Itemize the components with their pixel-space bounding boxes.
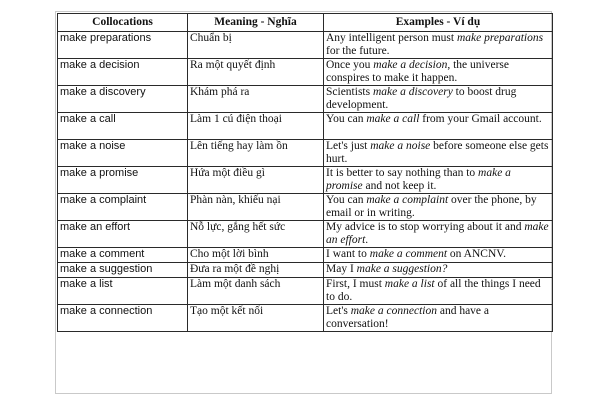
example-collocation: make a noise [370, 140, 431, 152]
meaning-cell: Tạo một kết nối [188, 305, 324, 332]
table-row [58, 221, 553, 248]
collocation-cell: make an effort [58, 221, 188, 248]
table-header-row [58, 14, 553, 32]
example-cell [324, 263, 553, 278]
meaning-cell: Đưa ra một đề nghị [188, 263, 324, 278]
example-collocation: make an effort [326, 221, 549, 246]
example-cell [324, 305, 553, 332]
header-examples: Examples - Ví dụ [324, 14, 553, 32]
example-cell [324, 59, 553, 86]
example-cell [324, 167, 553, 194]
example-text: You can [326, 194, 367, 206]
table-row [58, 278, 553, 305]
example-text: It is better to say nothing than to [326, 167, 479, 179]
table-row [58, 113, 553, 140]
example-collocation: make preparations [456, 32, 544, 44]
example-text: from your Gmail account. [419, 113, 542, 125]
meaning-cell: Làm 1 cú điện thoại [188, 113, 324, 140]
example-collocation: make a discovery [372, 86, 453, 98]
example-collocation: make a comment [369, 248, 448, 260]
collocations-table [57, 13, 553, 332]
collocation-cell: make a suggestion [58, 263, 188, 278]
meaning-cell: Phàn nàn, khiếu nại [188, 194, 324, 221]
meaning-cell: Làm một danh sách [188, 278, 324, 305]
meaning-cell: Chuẩn bị [188, 32, 324, 59]
example-collocation: make a suggestion? [356, 263, 448, 275]
example-cell [324, 113, 553, 140]
example-text: , the universe conspires to make it happen. [326, 59, 509, 84]
table-row [58, 32, 553, 59]
example-cell [324, 278, 553, 305]
table-row [58, 140, 553, 167]
example-text: . [365, 233, 369, 246]
example-text: Once you [326, 59, 374, 71]
collocation-cell: make a complaint [58, 194, 188, 221]
collocation-cell: make a comment [58, 248, 188, 263]
example-text: Let's just [326, 140, 371, 152]
table-row [58, 248, 553, 263]
meaning-cell: Cho một lời bình [188, 248, 324, 263]
example-cell [324, 221, 553, 248]
collocation-cell: make a connection [58, 305, 188, 332]
example-text: You can [326, 113, 367, 125]
example-cell [324, 140, 553, 167]
example-text: to boost drug development. [326, 86, 517, 111]
meaning-cell: Nỗ lực, gắng hết sức [188, 221, 324, 248]
meaning-cell: Hứa một điều gì [188, 167, 324, 194]
example-text: Let's [326, 305, 351, 317]
example-collocation: make a call [366, 113, 420, 125]
example-cell [324, 248, 553, 263]
example-text: on ANCNV. [447, 248, 506, 260]
meaning-cell: Ra một quyết định [188, 59, 324, 86]
example-text: and have a conversation! [326, 305, 490, 330]
example-text: I want to [326, 248, 370, 260]
table-frame [55, 11, 552, 394]
example-collocation: make a promise [326, 167, 511, 192]
header-meaning: Meaning - Nghĩa [188, 14, 324, 32]
example-text: before someone else gets hurt. [326, 140, 549, 165]
example-text: of all the things I need to do. [326, 278, 541, 303]
header-collocations: Collocations [58, 14, 188, 32]
example-collocation: make a list [384, 278, 435, 290]
example-cell [324, 194, 553, 221]
table-row [58, 59, 553, 86]
example-text: Any intelligent person must [326, 32, 457, 44]
example-text: Scientists [326, 86, 373, 98]
table-row [58, 194, 553, 221]
collocation-cell: make a call [58, 113, 188, 140]
example-text: and not keep it. [362, 179, 437, 192]
example-text: over the phone, by email or in writing. [326, 194, 537, 219]
example-text: for the future. [326, 44, 390, 57]
example-text: May I [326, 263, 357, 275]
table-row [58, 86, 553, 113]
example-text: First, I must [326, 278, 385, 290]
example-collocation: make a complaint [366, 194, 449, 206]
example-cell [324, 86, 553, 113]
example-cell [324, 32, 553, 59]
table-row [58, 305, 553, 332]
collocation-cell: make a discovery [58, 86, 188, 113]
meaning-cell: Lên tiếng hay làm ồn [188, 140, 324, 167]
collocation-cell: make a list [58, 278, 188, 305]
collocation-cell: make a decision [58, 59, 188, 86]
example-text: My advice is to stop worrying about it and [326, 221, 525, 233]
meaning-cell: Khám phá ra [188, 86, 324, 113]
collocation-cell: make a promise [58, 167, 188, 194]
table-row [58, 167, 553, 194]
example-collocation: make a decision [373, 59, 448, 71]
collocation-cell: make a noise [58, 140, 188, 167]
collocation-cell: make preparations [58, 32, 188, 59]
example-collocation: make a connection [350, 305, 437, 317]
table-row [58, 263, 553, 278]
